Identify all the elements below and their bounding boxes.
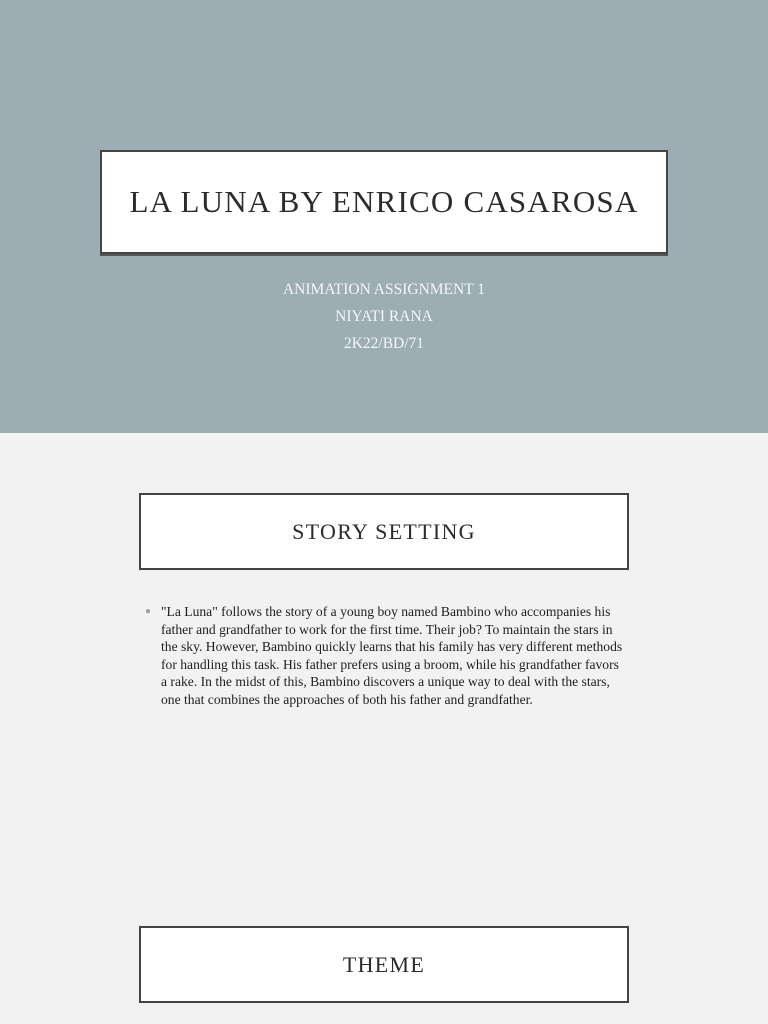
assignment-label: ANIMATION ASSIGNMENT 1 <box>282 281 486 298</box>
subtitle-block <box>0 276 768 357</box>
bullet-item <box>145 603 625 708</box>
title-box <box>100 150 668 254</box>
roll-number: 2K22/BD/71 <box>343 335 425 352</box>
title-slide <box>0 0 768 433</box>
theme-heading: THEME <box>342 951 426 977</box>
story-setting-bullets <box>145 603 625 708</box>
story-setting-heading-box <box>139 493 629 570</box>
story-setting-slide <box>0 433 768 1024</box>
presentation-title: LA LUNA BY ENRICO CASAROSA <box>129 184 639 219</box>
story-setting-heading: STORY SETTING <box>292 518 476 544</box>
theme-heading-box <box>139 926 629 1003</box>
bullet-dot-icon: ● <box>145 606 152 617</box>
author-name: NIYATI RANA <box>335 308 433 325</box>
bullet-text: "La Luna" follows the story of a young boy named Bambino who accompanies his father and grandfather to work for the first time. Their job? To maintain the stars in the sky. However, Bambino quickly learns that his family has very different methods for handling this task. His father prefers using a broom, while his grandfather favors a rake. In the midst of this, Bambino discovers a unique way to deal with the stars, one that combines the approaches of both his father and grandfather. <box>161 604 623 707</box>
